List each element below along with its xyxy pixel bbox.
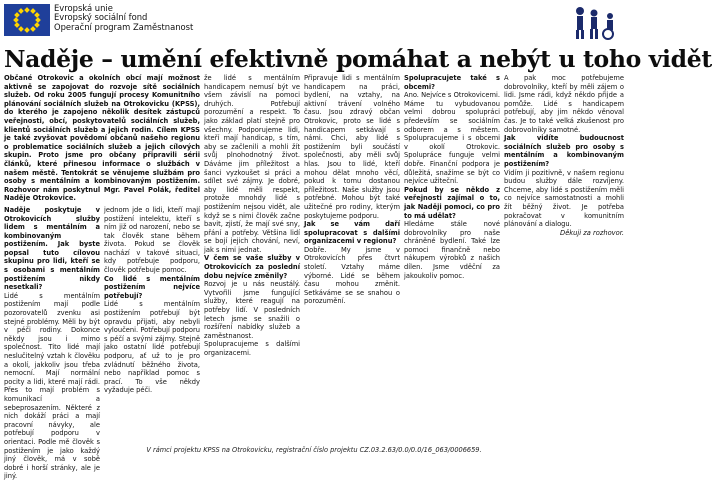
answer: Lidé s mentálním postižením mají podle pozorovatelů zvenku asi stejné problémy. Měli by být v péči rodiny. Dokonce někdy jsou i mimo společnost. Tito lidé mají neslučitelný vztah k člověku a okolí, jakkoliv jsou třeba nemocní. Mají normální pocity a lidi, které mají rádi. Přes to mají problém s komunikací a sebeprosazením. Některé z nich dokáží práci a mají pracovní návyky, ale potřebují podporu v orientaci. Podle mě člověk s postižením je jako každý jiný člověk, má v sobě dobré i horší stránky, ale je jiný.	[4, 291, 100, 481]
answer: Ano. Nejvíce s Otrokovicemi. Máme tu vybudovanou velmi dobrou spolupráci především se sociálním odborem a s městem. Spolupracujeme i s obcemi v okolí Otrokovic. Spolupráce funguje velmi dobře. Finanční podpora je důležitá, snažíme se být co nejvíce užiteční.	[404, 91, 500, 186]
nadeje-logo-icon	[568, 4, 624, 40]
answer: Rozvoj je u nás neustálý. Vytvořili jsme fungující služby, které reagují na potřeby lidí. V posledních letech jsme se snažili o rozšíření nabídky služeb a zaměstnanost. Spolupracujeme s dalšími organizacemi.	[204, 280, 300, 357]
footer: V rámci projektu KPSS na Otrokovicku, registrační číslo projektu CZ.03.2.63/0.0/0.0/16_063/0006659.	[146, 446, 482, 454]
question: Pokud by se někdo z veřejnosti zajímal o to, jak Naději pomoci, co pro to má udělat?	[404, 185, 500, 220]
question: V čem se vaše služby v Otrokovicích za poslední dobu nejvíce změnily?	[204, 254, 300, 280]
answer: A pak moc potřebujeme dobrovolníky, kteří by měli zájem o lidi. Jsme rádi, když někdo přijde a pomůže. Lidé s handicapem potřebují, aby jim někdo věnoval čas. Je to také velká zkušenost pro dobrovolníky samotné.	[504, 74, 624, 134]
header	[0, 0, 628, 44]
eu-line: Evropský sociální fond	[54, 12, 148, 23]
answer: Vidím ji pozitivně, v našem regionu budou služby dále rozvíjeny. Chceme, aby lidé s postižením měli co nejvíce samostatnosti a mohli žít běžný život. Je potřeba pokračovat v komunitním plánování a dialogu.	[504, 168, 624, 229]
question: Jak se vám daří spolupracovat s dalšími organizacemi v regionu?	[304, 220, 400, 246]
column-2	[204, 74, 300, 358]
signature: Děkuji za rozhovor.	[560, 228, 624, 237]
question: Co lidé s mentálním postižením nejvíce potřebují?	[104, 274, 200, 300]
column-3	[304, 74, 400, 306]
column-5	[504, 74, 624, 237]
question: Naděje poskytuje v Otrokovicích služby lidem s mentálním a kombinovaným postižením. Jak byste popsal tuto cílovou skupinu pro lidi, kteří se s osobami s mentálním postižením nikdy nesetkali?	[4, 205, 100, 292]
answer: Připravuje lidi s mentálním handicapem na práci, bydlení, na vztahy, na aktivní trávení volného času. Jsou zdravý občan Otrokovic, proto se lidé s handicapem setkávají s námi. Chci, aby lidé s postižením byli součástí společnosti, aby měli svůj hlas. Jsou to lidé, kteří mohou dělat mnoho věcí, pokud k tomu dostanou příležitost. Naše služby jsou potřebné. Mohou být také užitečné pro rodiny, kterým poskytujeme podporu.	[304, 74, 400, 220]
eu-line: Operační program Zaměstnanost	[54, 21, 194, 32]
column-1a	[4, 206, 100, 481]
question: Jak vidíte budoucnost sociálních služeb pro osoby s mentálním a kombinovaným postižením?	[504, 134, 624, 168]
eu-flag-icon	[4, 4, 50, 36]
column-4	[404, 74, 500, 280]
answer: Hledáme stále nové dobrovolníky pro naše chráněné bydlení. Také lze pomoci finančně nebo nákupem výrobků z našich dílen. Jsme vděční za jakoukoliv pomoc.	[404, 220, 500, 280]
lead-paragraph: Občané Otrokovic a okolních obcí mají možnost aktivně se zapojovat do rozvoje sítě sociálních služeb. Od roku 2005 fungují procesy Komunitního plánování sociálních služeb na Otrokovicku (KPSS), do kterého je zapojeno několik desítek zástupců veřejnosti, obcí, poskytovatelů sociálních služeb, klientů sociálních služeb a jejich rodin. Cílem KPSS je také zvyšovat povědomí občanů našeho regionu o problematice sociálních služeb a jejich cílových skupin. Proto jsme pro občany připravili sérii článků, které přinesou informace o službách v našem městě. Tentokrát se věnujeme službám pro osoby s mentálním a kombinovaným postižením. Rozhovor nám poskytnul Mgr. Pavel Polák, ředitel Naděje Otrokovice.	[4, 74, 200, 203]
answer: Lidé s mentálním postižením potřebují být opravdu přijati, aby nebyli vyloučeni. Potřebují podporu s péčí a svými zájmy. Stejně jako ostatní lidé potřebují podporu, ať už to je pro zvládnutí běžného života, nebo například pomoc s prací. To vše někdy vyžaduje péči.	[104, 300, 200, 395]
answer: Dobře. My jsme v Otrokovicích přes čtvrt století. Vztahy máme výborné. Lidé se během času mohou změnit. Setkáváme se se snahou o porozumění.	[304, 245, 400, 306]
eu-text	[54, 4, 193, 32]
headline: Naděje – umění efektivně pomáhat a nebýt u toho vidět	[4, 45, 712, 73]
question: Spolupracujete také s obcemi?	[404, 74, 500, 91]
answer: že lidé s mentálním handicapem nemusí být ve všem závislí na pomoci druhých. Potřebují porozumění a respekt. To jako základ platí stejně pro všechny. Podporujeme lidi, kteří mají handicap, s tím, aby se začlenili a mohli žít svůj plnohodnotný život. Dáváme jim příležitost a šanci vyzkoušet si práci a sdílet své zájmy. Je dobré, aby lidé měli respekt, protože mnohdy lidé s postižením nejsou vidět, ale když se s nimi člověk začne bavit, zjistí, že mají své sny, přání a potřeby. Většina lidí se bojí jejich chování, neví, jak s nimi jednat.	[204, 74, 300, 254]
answer: jednom jde o lidi, kteří mají postižení intelektu, kteří s ním již od narození, nebo se tak člověk stane během života. Pokud se člověk nachází v takové situaci, kdy potřebuje podporu, člověk potřebuje pomoc.	[104, 205, 200, 275]
column-1	[4, 74, 200, 481]
eu-line: Evropská unie	[54, 3, 113, 13]
column-1b	[104, 206, 200, 481]
